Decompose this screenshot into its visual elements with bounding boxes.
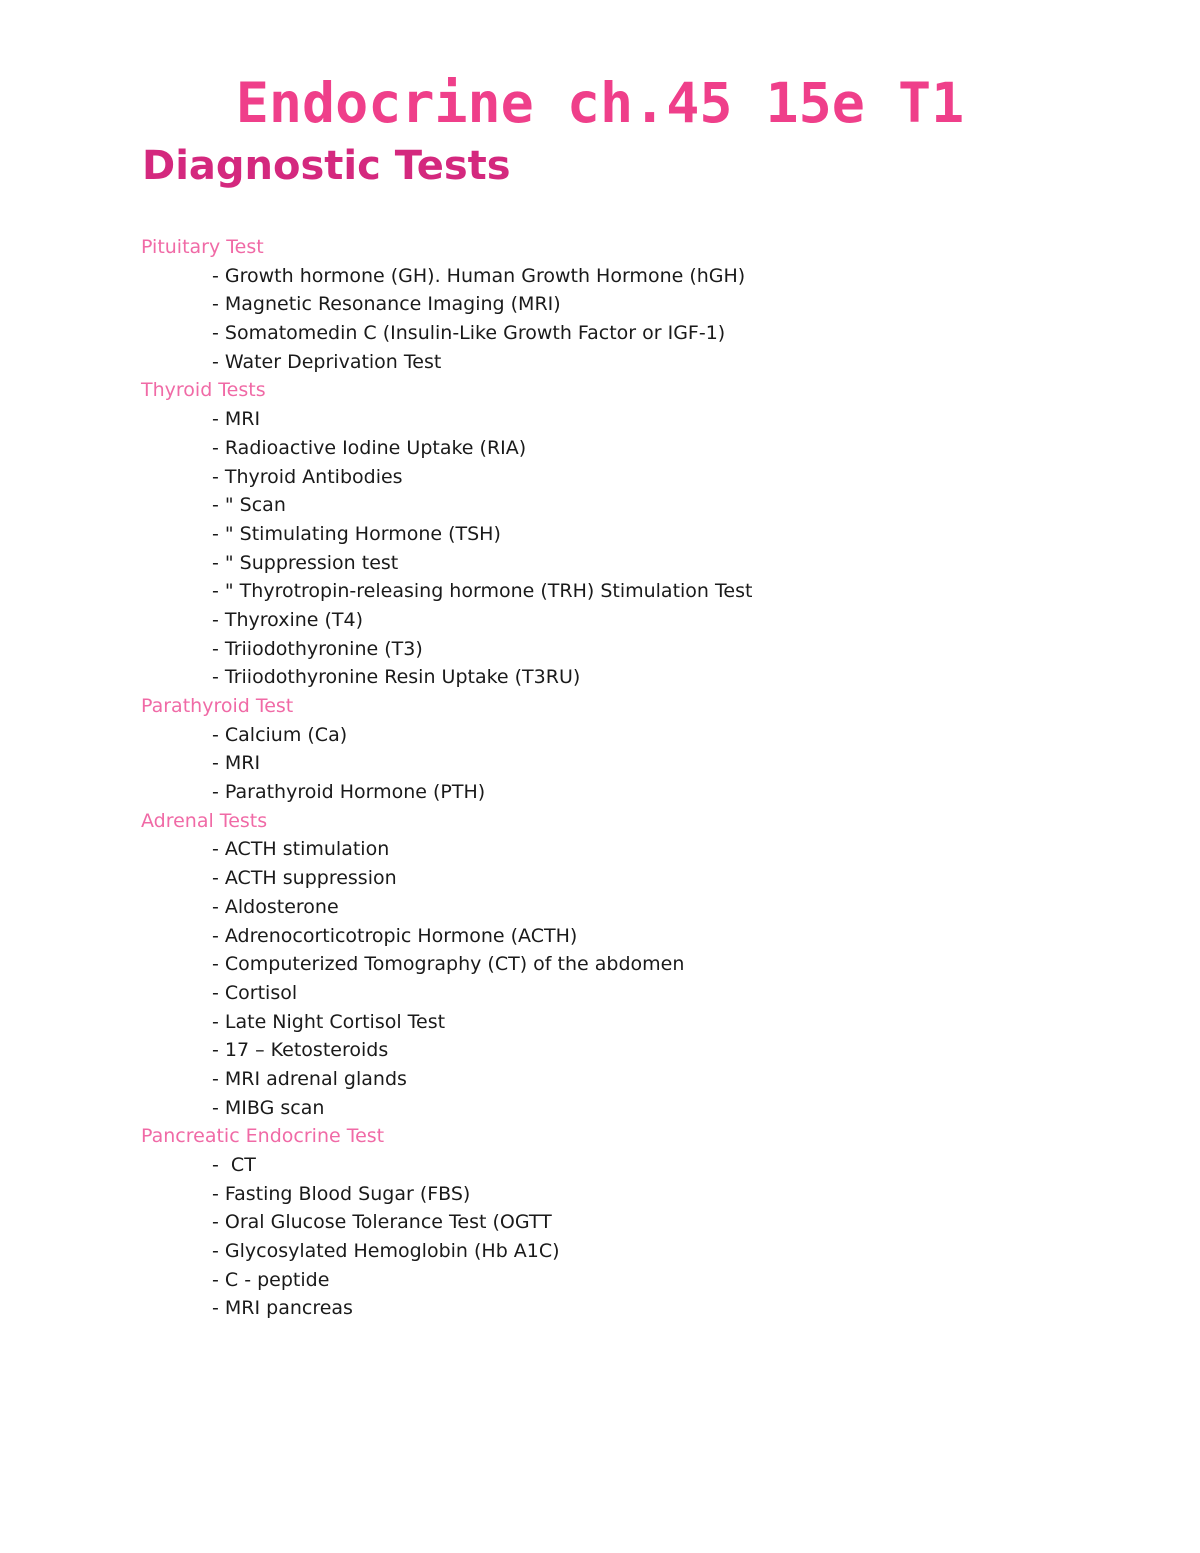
section-item-list	[141, 405, 1121, 692]
list-item: - Fasting Blood Sugar (FBS)	[212, 1182, 471, 1205]
test-section	[141, 807, 1121, 1123]
document-subtitle: Diagnostic Tests	[142, 143, 511, 189]
list-item: - CT	[212, 1154, 256, 1176]
list-item: - Glycosylated Hemoglobin (Hb A1C)	[212, 1240, 560, 1263]
list-item: - Computerized Tomography (CT) of the abdomen	[212, 953, 685, 976]
test-section	[141, 376, 1121, 692]
list-item: - " Thyrotropin-releasing hormone (TRH) Stimulation Test	[212, 580, 753, 603]
test-section	[141, 1122, 1121, 1323]
document-title: Endocrine ch.45 15e T1	[235, 71, 965, 135]
list-item: - MIBG scan	[212, 1096, 325, 1119]
section-heading: Thyroid Tests	[141, 379, 266, 402]
list-item: - MRI	[212, 408, 261, 431]
list-item: - Cortisol	[212, 981, 298, 1004]
list-item: - Thyroid Antibodies	[212, 465, 403, 488]
section-item-list	[141, 721, 1121, 807]
list-item: - " Suppression test	[212, 551, 399, 574]
list-item: - C - peptide	[212, 1268, 330, 1291]
list-item: - Oral Glucose Tolerance Test (OGTT	[212, 1211, 552, 1234]
section-item-list	[141, 835, 1121, 1122]
section-heading: Adrenal Tests	[141, 809, 268, 832]
list-item: - Triiodothyronine Resin Uptake (T3RU)	[212, 666, 581, 689]
list-item: - MRI adrenal glands	[212, 1067, 407, 1090]
list-item: - Magnetic Resonance Imaging (MRI)	[212, 293, 561, 316]
list-item: - ACTH suppression	[212, 867, 397, 890]
test-section	[141, 233, 1121, 376]
list-item: - " Stimulating Hormone (TSH)	[212, 522, 501, 545]
list-item: - Growth hormone (GH). Human Growth Hormone (hGH)	[212, 264, 746, 287]
list-item: - Thyroxine (T4)	[212, 608, 364, 631]
list-item: - " Scan	[212, 494, 286, 517]
list-item: - MRI pancreas	[212, 1297, 353, 1320]
test-sections	[141, 233, 1121, 1323]
list-item: - Parathyroid Hormone (PTH)	[212, 781, 486, 804]
section-heading: Parathyroid Test	[141, 695, 294, 717]
list-item: - Adrenocorticotropic Hormone (ACTH)	[212, 924, 578, 947]
section-heading: Pituitary Test	[141, 236, 264, 258]
list-item: - 17 – Ketosteroids	[212, 1039, 389, 1062]
section-heading: Pancreatic Endocrine Test	[141, 1125, 385, 1148]
list-item: - ACTH stimulation	[212, 838, 390, 861]
section-item-list	[141, 262, 1121, 377]
list-item: - Water Deprivation Test	[212, 350, 442, 373]
list-item: - Calcium (Ca)	[212, 723, 348, 746]
list-item: - Somatomedin C (Insulin-Like Growth Factor or IGF-1)	[212, 322, 726, 345]
list-item: - Aldosterone	[212, 895, 339, 918]
list-item: - Radioactive Iodine Uptake (RIA)	[212, 436, 527, 459]
list-item: - MRI	[212, 752, 261, 775]
list-item: - Late Night Cortisol Test	[212, 1010, 446, 1033]
list-item: - Triiodothyronine (T3)	[212, 637, 423, 660]
test-section	[141, 692, 1121, 807]
section-item-list	[141, 1151, 1121, 1323]
